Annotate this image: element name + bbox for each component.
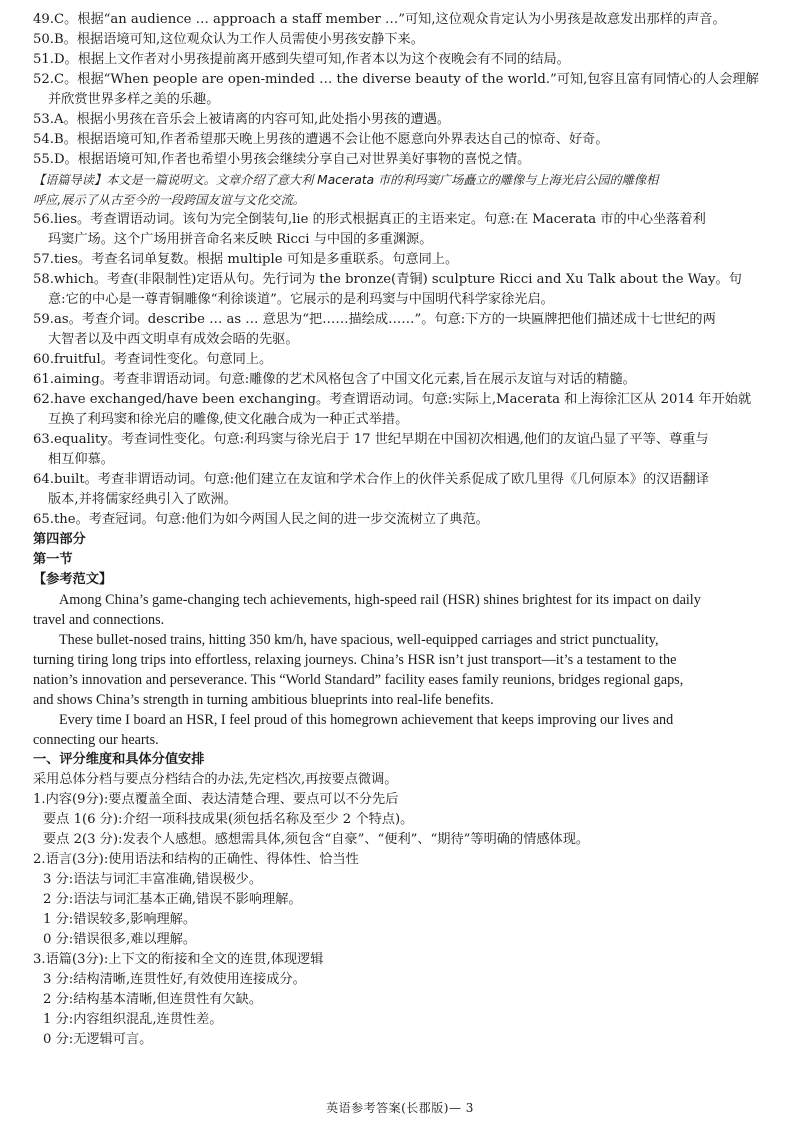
text-line: 58.which。考查(非限制性)定语从句。先行词为 the bronze(青铜) sculpture Ricci and Xu Talk about the Way。句	[33, 272, 742, 287]
text-line: 51.D。根据上文作者对小男孩提前离开感到失望可知,作者本以为这个夜晚会有不同的结局。	[33, 52, 570, 67]
text-line: 要点 2(3 分):发表个人感想。感想需具体,须包含“自豪”、“便利”、“期待”等明确的情感体现。	[43, 832, 590, 847]
text-line: 采用总体分档与要点分档结合的办法,先定档次,再按要点微调。	[33, 772, 398, 787]
text-line: 55.D。根据语境可知,作者也希望小男孩会继续分享自己对世界美好事物的喜悦之情。	[33, 152, 531, 167]
text-line: 【语篇导读】本文是一篇说明文。文章介绍了意大利 Macerata 市的利玛窦广场矗立的雕像与上海光启公园的雕像相	[33, 173, 659, 187]
text-line: 54.B。根据语境可知,作者希望那天晚上男孩的遭遇不会让他不愿意向外界表达自己的惊奇、好奇。	[33, 132, 609, 147]
text-line: 第一节	[33, 552, 73, 567]
text-line: turning tiring long trips into effortless, relaxing journeys. China’s HSR isn’t just transport—it’s a testament to the	[33, 652, 677, 668]
text-line: 50.B。根据语境可知,这位观众认为工作人员需使小男孩安静下来。	[33, 32, 424, 47]
text-line: 2.语言(3分):使用语法和结构的正确性、得体性、恰当性	[33, 852, 359, 867]
text-line: 玛窦广场。这个广场用拼音命名来反映 Ricci 与中国的多重渊源。	[48, 232, 433, 247]
text-line: 52.C。根据“When people are open-minded … the diverse beauty of the world.”可知,包容且富有同情心的人会理解	[33, 72, 759, 87]
text-line: 62.have exchanged/have been exchanging。考查谓语动词。句意:实际上,Macerata 和上海徐汇区从 2014 年开始就	[33, 392, 752, 407]
text-line: These bullet-nosed trains, hitting 350 km/h, have spacious, well-equipped carriages and strict punctuality,	[59, 632, 659, 648]
text-line: 要点 1(6 分):介绍一项科技成果(须包括名称及至少 2 个特点)。	[43, 812, 414, 827]
text-line: 3.语篇(3分):上下文的衔接和全文的连贯,体现逻辑	[33, 952, 324, 967]
text-line: and shows China’s strength in turning ambitious blueprints into real-life benefits.	[33, 692, 494, 708]
text-line: 59.as。考查介词。describe … as … 意思为“把……描绘成……”。句意:下方的一块匾牌把他们描述成十七世纪的两	[33, 312, 716, 327]
text-line: Among China’s game-changing tech achievements, high-speed rail (HSR) shines brightest for its impact on daily	[59, 592, 701, 608]
text-line: 大智者以及中西文明卓有成效会晤的先驱。	[48, 332, 299, 347]
text-line: 3 分:语法与词汇丰富准确,错误极少。	[43, 872, 263, 887]
text-line: 1 分:内容组织混乱,连贯性差。	[43, 1012, 223, 1027]
text-line: 意:它的中心是一尊青铜雕像“利徐谈道”。它展示的是利玛窦与中国明代科学家徐光启。	[48, 292, 554, 307]
text-line: Every time I board an HSR, I feel proud of this homegrown achievement that keeps improving our lives and	[59, 712, 674, 728]
text-line: 60.fruitful。考查词性变化。句意同上。	[33, 352, 273, 367]
text-line: 版本,并将儒家经典引入了欧洲。	[48, 492, 237, 507]
text-line: 并欣赏世界多样之美的乐趣。	[48, 92, 220, 107]
text-line: 61.aiming。考查非谓语动词。句意:雕像的艺术风格包含了中国文化元素,旨在展示友谊与对话的精髓。	[33, 372, 636, 387]
text-line: 0 分:错误很多,难以理解。	[43, 932, 197, 947]
text-line: 49.C。根据“an audience … approach a staff member …”可知,这位观众肯定认为小男孩是故意发出那样的声音。	[33, 12, 726, 27]
text-line: 63.equality。考查词性变化。句意:利玛窦与徐光启于 17 世纪早期在中国初次相遇,他们的友谊凸显了平等、尊重与	[33, 432, 709, 447]
text-line: 相互仰慕。	[48, 452, 114, 467]
text-line: travel and connections.	[33, 612, 165, 628]
text-line: 一、评分维度和具体分值安排	[33, 752, 205, 767]
page-footer: 英语参考答案(长郡版)— 3	[326, 1101, 474, 1115]
text-line: 1 分:错误较多,影响理解。	[43, 912, 197, 927]
text-line: 57.ties。考查名词单复数。根据 multiple 可知是多重联系。句意同上。	[33, 252, 459, 267]
text-line: 2 分:结构基本清晰,但连贯性有欠缺。	[43, 992, 263, 1007]
answer-page	[33, 10, 773, 1050]
text-line: 【参考范文】	[33, 572, 113, 587]
text-line: 呼应,展示了从古至今的一段跨国友谊与文化交流。	[33, 193, 305, 207]
text-line: 56.lies。考查谓语动词。该句为完全倒装句,lie 的形式根据真正的主语来定。句意:在 Macerata 市的中心坐落着利	[33, 212, 706, 227]
text-line: 第四部分	[33, 532, 86, 547]
text-line: 互换了利玛窦和徐光启的雕像,使文化融合成为一种正式举措。	[48, 412, 409, 427]
text-line: nation’s innovation and perseverance. This “World Standard” facility eases family reunions, bridges regional gaps,	[33, 672, 684, 688]
text-line: 1.内容(9分):要点覆盖全面、表达清楚合理、要点可以不分先后	[33, 792, 399, 807]
text-line: 64.built。考查非谓语动词。句意:他们建立在友谊和学术合作上的伙伴关系促成了欧几里得《几何原本》的汉语翻译	[33, 472, 709, 487]
text-line: connecting our hearts.	[33, 732, 159, 748]
text-line: 53.A。根据小男孩在音乐会上被请离的内容可知,此处指小男孩的遭遇。	[33, 112, 451, 127]
text-line: 2 分:语法与词汇基本正确,错误不影响理解。	[43, 892, 302, 907]
text-line: 3 分:结构清晰,连贯性好,有效使用连接成分。	[43, 972, 306, 987]
text-line: 65.the。考查冠词。句意:他们为如今两国人民之间的进一步交流树立了典范。	[33, 512, 489, 527]
text-line: 0 分:无逻辑可言。	[43, 1032, 153, 1047]
